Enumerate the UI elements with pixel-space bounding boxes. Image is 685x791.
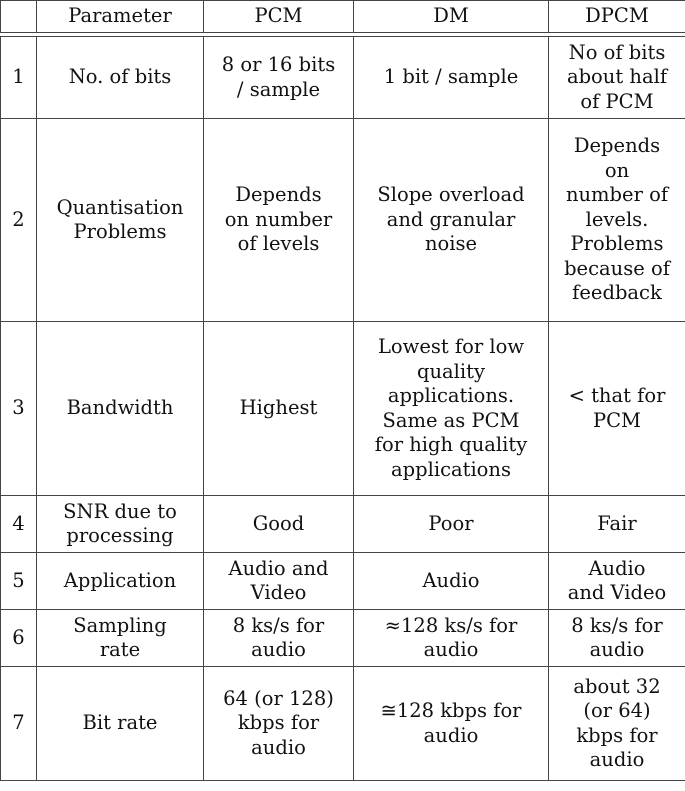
cell-dm: Audio [354, 553, 549, 610]
cell-dm: ≈128 ks/s for audio [354, 610, 549, 667]
cell-pcm: Audio and Video [204, 553, 354, 610]
cell-parameter: SNR due to processing [37, 496, 204, 553]
cell-dm: ≅128 kbps for audio [354, 667, 549, 781]
row-number: 6 [1, 610, 37, 667]
table-row [1, 322, 685, 496]
table-row [1, 496, 685, 553]
row-number: 2 [1, 119, 37, 322]
table-row [1, 667, 685, 781]
table-row [1, 119, 685, 322]
cell-parameter: Bit rate [37, 667, 204, 781]
table-row [1, 37, 685, 119]
cell-pcm: Depends on number of levels [204, 119, 354, 322]
header-parameter: Parameter [37, 1, 204, 33]
table-row [1, 553, 685, 610]
cell-pcm: 8 ks/s for audio [204, 610, 354, 667]
cell-dm: Poor [354, 496, 549, 553]
cell-pcm: 64 (or 128) kbps for audio [204, 667, 354, 781]
cell-dpcm: 8 ks/s for audio [549, 610, 685, 667]
header-dpcm: DPCM [549, 1, 685, 33]
row-number: 4 [1, 496, 37, 553]
header-dm: DM [354, 1, 549, 33]
cell-parameter: Bandwidth [37, 322, 204, 496]
cell-dpcm: No of bits about half of PCM [549, 37, 685, 119]
cell-dpcm: Depends on number of levels. Problems because of feedback [549, 119, 685, 322]
cell-parameter: Quantisation Problems [37, 119, 204, 322]
cell-pcm: Good [204, 496, 354, 553]
table-row [1, 610, 685, 667]
cell-parameter: Sampling rate [37, 610, 204, 667]
cell-dpcm: Fair [549, 496, 685, 553]
cell-parameter: Application [37, 553, 204, 610]
cell-pcm: Highest [204, 322, 354, 496]
header-row [1, 1, 685, 33]
header-pcm: PCM [204, 1, 354, 33]
cell-pcm: 8 or 16 bits / sample [204, 37, 354, 119]
cell-parameter: No. of bits [37, 37, 204, 119]
row-number: 3 [1, 322, 37, 496]
cell-dpcm: < that for PCM [549, 322, 685, 496]
row-number: 1 [1, 37, 37, 119]
cell-dm: Slope overload and granular noise [354, 119, 549, 322]
cell-dpcm: Audio and Video [549, 553, 685, 610]
row-number: 5 [1, 553, 37, 610]
row-number: 7 [1, 667, 37, 781]
header-index [1, 1, 37, 33]
cell-dm: Lowest for low quality applications. Same as PCM for high quality applications [354, 322, 549, 496]
cell-dm: 1 bit / sample [354, 37, 549, 119]
cell-dpcm: about 32 (or 64) kbps for audio [549, 667, 685, 781]
